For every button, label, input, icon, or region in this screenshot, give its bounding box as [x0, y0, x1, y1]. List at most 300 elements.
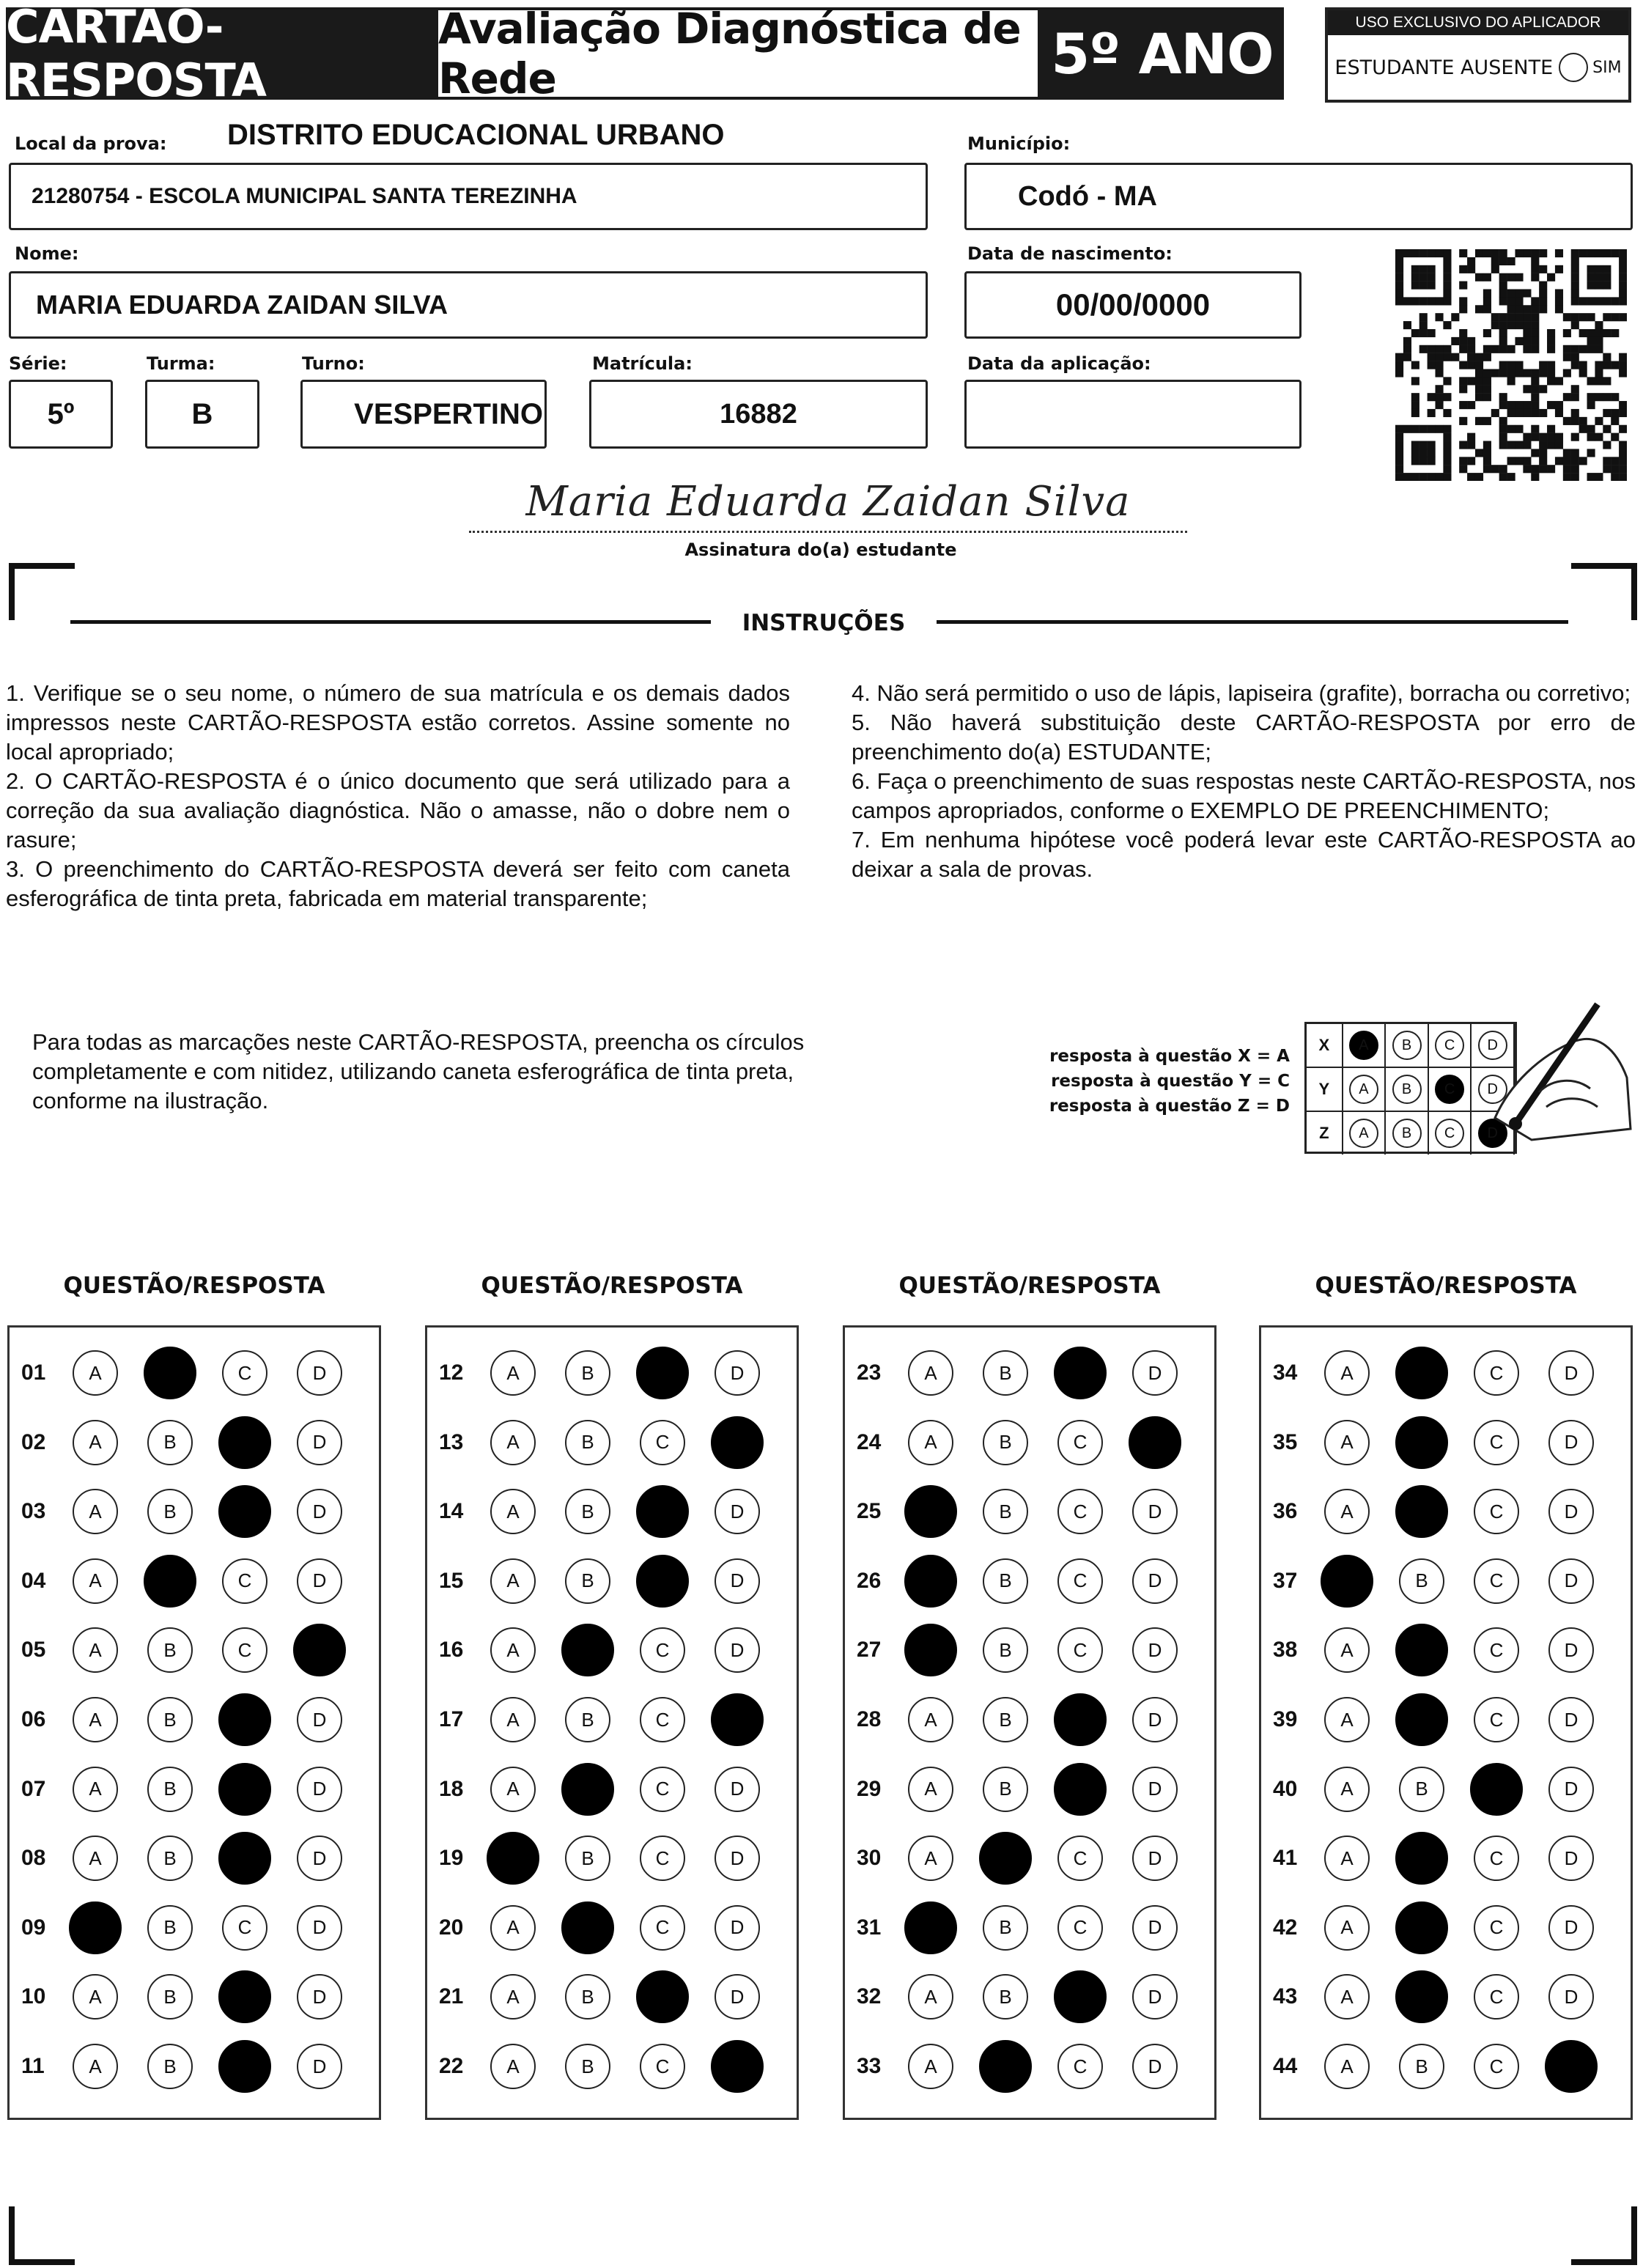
answer-bubble-d[interactable]: D [715, 1350, 760, 1396]
instruction-3: 3. O preenchimento do CARTÃO-RESPOSTA deverá ser feito com caneta esferográfica de tinta preta, fabricada em material transparente; [6, 856, 790, 911]
example-bubble: B [1392, 1075, 1422, 1104]
turma-value: B [191, 397, 213, 430]
answer-bubble-a[interactable]: A [1324, 1489, 1370, 1534]
example-row [1307, 1024, 1515, 1068]
answer-bubble-a[interactable]: A [490, 1627, 536, 1673]
serie-label: Série: [9, 353, 67, 374]
answer-bubble-c[interactable]: C [1474, 1558, 1519, 1604]
question-number: 33 [857, 2054, 882, 2078]
answer-bubble-a-filled[interactable]: A [904, 1901, 957, 1954]
question-number: 43 [1273, 1984, 1298, 2009]
question-number: 36 [1273, 1499, 1298, 1524]
answer-bubble-d[interactable]: D [1132, 2044, 1178, 2089]
answer-bubble-a[interactable]: A [908, 1420, 953, 1465]
school-field [9, 163, 928, 230]
answer-bubble-d[interactable]: D [715, 1974, 760, 2020]
grade-title: 5º ANO [1041, 7, 1284, 100]
answer-bubble-a[interactable]: A [490, 1697, 536, 1742]
answer-bubble-c-filled[interactable]: C [1054, 1347, 1107, 1399]
corner-mark-tl [9, 563, 75, 620]
answer-bubble-a[interactable]: A [73, 1627, 118, 1673]
school-value: 21280754 - ESCOLA MUNICIPAL SANTA TEREZINHA [32, 184, 577, 208]
answer-bubble-b[interactable]: B [147, 2044, 193, 2089]
answer-row [1261, 1962, 1631, 2031]
matricula-label: Matrícula: [592, 353, 693, 374]
answer-bubble-c[interactable]: C [222, 1558, 267, 1604]
instruction-4: 4. Não será permitido o uso de lápis, lapiseira (grafite), borracha ou corretivo; [852, 680, 1631, 706]
answer-bubble-c-filled[interactable]: C [218, 1693, 271, 1746]
answer-bubble-c[interactable]: C [640, 1836, 685, 1881]
answer-bubble-a[interactable]: A [73, 1836, 118, 1881]
answer-bubble-a[interactable]: A [73, 1489, 118, 1534]
answer-row [10, 1339, 379, 1407]
answer-bubble-d[interactable]: D [1548, 1767, 1594, 1812]
answer-bubble-a[interactable]: A [490, 1420, 536, 1465]
answer-bubble-d-filled[interactable]: D [711, 1693, 764, 1746]
answer-bubble-b[interactable]: B [983, 1905, 1028, 1951]
question-number: 15 [439, 1568, 464, 1593]
legend-y: resposta à questão Y = C [1051, 1072, 1290, 1091]
answer-bubble-d[interactable]: D [1132, 1697, 1178, 1742]
question-number: 22 [439, 2054, 464, 2078]
answer-bubble-a[interactable]: A [490, 1489, 536, 1534]
example-bubble: A [1349, 1031, 1378, 1060]
answer-bubble-d[interactable]: D [297, 1558, 342, 1604]
question-number: 19 [439, 1846, 464, 1871]
corner-mark-bl [9, 2206, 75, 2265]
answer-bubble-a[interactable]: A [908, 1350, 953, 1396]
answer-bubble-d-filled[interactable]: D [293, 1624, 346, 1676]
answer-bubble-a[interactable]: A [490, 1558, 536, 1604]
answer-column [7, 1325, 381, 2120]
answer-bubble-a[interactable]: A [490, 1974, 536, 2020]
nome-value: MARIA EDUARDA ZAIDAN SILVA [36, 290, 448, 320]
turno-label: Turno: [302, 353, 365, 374]
answer-bubble-c[interactable]: C [1474, 1489, 1519, 1534]
example-row [1307, 1068, 1515, 1112]
answer-bubble-c[interactable]: C [1474, 1627, 1519, 1673]
answer-bubble-a[interactable]: A [1324, 1905, 1370, 1951]
question-number: 37 [1273, 1568, 1298, 1593]
answer-bubble-d[interactable]: D [1548, 1350, 1594, 1396]
answer-bubble-a-filled[interactable]: A [904, 1555, 957, 1608]
answer-bubble-b[interactable]: B [565, 1974, 610, 2020]
answer-bubble-d[interactable]: D [297, 2044, 342, 2089]
instruction-1: 1. Verifique se o seu nome, o número de sua matrícula e os demais dados impressos neste CARTÃO-RESPOSTA estão corretos. Assine somente no local apropriado; [6, 680, 790, 765]
answer-row [845, 1824, 1214, 1893]
example-bubble: B [1392, 1031, 1422, 1060]
answer-bubble-d[interactable]: D [715, 1489, 760, 1534]
question-number: 26 [857, 1568, 882, 1593]
answer-bubble-a-filled[interactable]: A [904, 1485, 957, 1538]
question-number: 27 [857, 1638, 882, 1663]
answer-bubble-c[interactable]: C [1057, 1905, 1103, 1951]
answer-bubble-a[interactable]: A [1324, 1836, 1370, 1881]
answer-bubble-a[interactable]: A [490, 2044, 536, 2089]
corner-mark-tr [1571, 563, 1637, 620]
answer-bubble-c[interactable]: C [1057, 1489, 1103, 1534]
answer-row [845, 1408, 1214, 1477]
example-legend [1011, 1044, 1290, 1119]
nascimento-field [964, 271, 1302, 339]
instructions-title: INSTRUÇÕES [742, 610, 906, 636]
question-number: 30 [857, 1846, 882, 1871]
absent-radio[interactable] [1559, 53, 1588, 82]
card-title: CARTÃO-RESPOSTA [6, 7, 435, 100]
question-number: 34 [1273, 1361, 1298, 1385]
answer-bubble-d[interactable]: D [1132, 1974, 1178, 2020]
answer-bubble-c-filled[interactable]: C [218, 1832, 271, 1885]
answer-bubble-d-filled[interactable]: D [1545, 2040, 1598, 2093]
signature: Maria Eduarda Zaidan Silva [525, 478, 1131, 526]
corner-mark-br [1571, 2206, 1637, 2265]
applicator-label: USO EXCLUSIVO DO APLICADOR [1328, 10, 1628, 35]
answer-bubble-b[interactable]: B [147, 1974, 193, 2020]
answer-bubble-d[interactable]: D [1548, 1489, 1594, 1534]
answer-row [427, 1755, 797, 1824]
answer-bubble-c[interactable]: C [640, 1420, 685, 1465]
instructions-left [6, 679, 790, 913]
answer-bubble-a[interactable]: A [1324, 1767, 1370, 1812]
answer-row [1261, 1755, 1631, 1824]
answer-bubble-b-filled[interactable]: B [144, 1347, 196, 1399]
answer-bubble-b[interactable]: B [983, 1627, 1028, 1673]
answer-bubble-c-filled[interactable]: C [218, 2040, 271, 2093]
answer-bubble-d[interactable]: D [1132, 1350, 1178, 1396]
answer-bubble-b-filled[interactable]: B [1395, 1347, 1448, 1399]
answer-bubble-c[interactable]: C [640, 2044, 685, 2089]
instructions-rule-left [70, 620, 711, 624]
answer-bubble-b[interactable]: B [983, 1350, 1028, 1396]
answer-bubble-c[interactable]: C [1474, 1974, 1519, 2020]
answer-bubble-d-filled[interactable]: D [711, 2040, 764, 2093]
answer-bubble-c[interactable]: C [1474, 1350, 1519, 1396]
answer-bubble-d[interactable]: D [297, 1420, 342, 1465]
example-row-label: Z [1307, 1112, 1343, 1155]
answer-bubble-b[interactable]: B [565, 1420, 610, 1465]
question-number: 17 [439, 1707, 464, 1731]
answer-bubble-b[interactable]: B [1399, 1767, 1444, 1812]
question-number: 29 [857, 1776, 882, 1801]
answer-bubble-a[interactable]: A [908, 2044, 953, 2089]
answer-column [1259, 1325, 1633, 2120]
signature-label: Assinatura do(a) estudante [684, 540, 957, 560]
answer-bubble-d[interactable]: D [1548, 1627, 1594, 1673]
answer-bubble-b-filled[interactable]: B [1395, 1416, 1448, 1469]
answer-bubble-a[interactable]: A [73, 1767, 118, 1812]
answer-bubble-d[interactable]: D [1548, 1558, 1594, 1604]
answer-bubble-b[interactable]: B [983, 1489, 1028, 1534]
answer-bubble-a[interactable]: A [908, 1697, 953, 1742]
answer-bubble-d[interactable]: D [297, 1767, 342, 1812]
answer-bubble-a[interactable]: A [73, 1558, 118, 1604]
answer-bubble-d[interactable]: D [1132, 1489, 1178, 1534]
answer-bubble-b-filled[interactable]: B [1395, 1485, 1448, 1538]
answer-bubble-a[interactable]: A [73, 1350, 118, 1396]
answer-bubble-a[interactable]: A [1324, 1627, 1370, 1673]
answer-bubble-b-filled[interactable]: B [1395, 1970, 1448, 2023]
answer-bubble-d[interactable]: D [297, 1836, 342, 1881]
answers-heading: QUESTÃO/RESPOSTA [1315, 1273, 1577, 1299]
answer-bubble-b[interactable]: B [565, 1350, 610, 1396]
answer-bubble-b-filled[interactable]: B [1395, 1832, 1448, 1885]
answer-bubble-d[interactable]: D [1132, 1627, 1178, 1673]
answer-row [845, 2032, 1214, 2101]
answer-row [427, 1685, 797, 1754]
question-number: 32 [857, 1984, 882, 2009]
legend-z: resposta à questão Z = D [1049, 1097, 1290, 1116]
serie-field [9, 380, 113, 449]
instruction-2: 2. O CARTÃO-RESPOSTA é o único documento que será utilizado para a correção da sua avaliação diagnóstica. Não o amasse, não o dobre nem o rasure; [6, 768, 790, 853]
answer-bubble-a[interactable]: A [1324, 1974, 1370, 2020]
matricula-field [589, 380, 928, 449]
answer-bubble-b[interactable]: B [1399, 2044, 1444, 2089]
answer-column [425, 1325, 799, 2120]
pen-hand-illustration [1488, 997, 1634, 1144]
answer-bubble-b-filled[interactable]: B [1395, 1901, 1448, 1954]
answer-row [845, 1339, 1214, 1407]
question-number: 24 [857, 1429, 882, 1454]
answer-bubble-a-filled[interactable]: A [487, 1832, 539, 1885]
answer-row [10, 1685, 379, 1754]
answer-bubble-d[interactable]: D [1548, 1836, 1594, 1881]
question-number: 41 [1273, 1846, 1298, 1871]
question-number: 23 [857, 1361, 882, 1385]
answer-bubble-b-filled[interactable]: B [1395, 1624, 1448, 1676]
example-bubble: D [1478, 1031, 1507, 1060]
example-bubble: C [1435, 1075, 1464, 1104]
answer-bubble-a[interactable]: A [490, 1905, 536, 1951]
answer-bubble-c-filled[interactable]: C [636, 1970, 689, 2023]
exam-title: Avaliação Diagnóstica de Rede [435, 7, 1041, 100]
answer-row [845, 1547, 1214, 1616]
answers-heading: QUESTÃO/RESPOSTA [63, 1273, 325, 1299]
answer-bubble-a-filled[interactable]: A [904, 1624, 957, 1676]
answer-bubble-b[interactable]: B [147, 1489, 193, 1534]
instruction-5: 5. Não haverá substituição deste CARTÃO-RESPOSTA por erro de preenchimento do(a) ESTUDANTE; [852, 710, 1636, 765]
nome-field [9, 271, 928, 339]
example-bubble: A [1349, 1075, 1378, 1104]
answer-bubble-a-filled[interactable]: A [1321, 1555, 1373, 1608]
applicator-box [1325, 7, 1631, 103]
answer-bubble-b-filled[interactable]: B [561, 1901, 614, 1954]
answer-bubble-a[interactable]: A [1324, 2044, 1370, 2089]
answer-bubble-c[interactable]: C [640, 1627, 685, 1673]
answer-row [845, 1477, 1214, 1546]
answer-bubble-c[interactable]: C [640, 1697, 685, 1742]
signature-line [469, 531, 1187, 533]
answer-bubble-d[interactable]: D [1548, 1420, 1594, 1465]
answer-row [1261, 1824, 1631, 1893]
answer-row [10, 1962, 379, 2031]
question-number: 03 [21, 1499, 46, 1524]
question-number: 04 [21, 1568, 46, 1593]
answer-bubble-d[interactable]: D [715, 1905, 760, 1951]
answer-row [427, 2032, 797, 2101]
municipio-value: Codó - MA [1018, 180, 1157, 212]
turma-label: Turma: [147, 353, 215, 374]
answer-bubble-c[interactable]: C [640, 1905, 685, 1951]
answer-bubble-c[interactable]: C [222, 1905, 267, 1951]
aplicacao-label: Data da aplicação: [967, 353, 1151, 374]
answer-bubble-b[interactable]: B [565, 1697, 610, 1742]
answer-row [427, 1408, 797, 1477]
answer-bubble-b[interactable]: B [147, 1836, 193, 1881]
serie-value: 5º [47, 397, 75, 430]
answer-bubble-b[interactable]: B [147, 1767, 193, 1812]
answer-bubble-c[interactable]: C [1057, 1836, 1103, 1881]
answer-bubble-c[interactable]: C [222, 1627, 267, 1673]
district-name: DISTRITO EDUCACIONAL URBANO [227, 119, 725, 151]
answer-bubble-d-filled[interactable]: D [711, 1416, 764, 1469]
answer-bubble-b[interactable]: B [983, 1558, 1028, 1604]
answer-bubble-a[interactable]: A [490, 1767, 536, 1812]
answer-bubble-b[interactable]: B [983, 1420, 1028, 1465]
answer-bubble-d[interactable]: D [297, 1350, 342, 1396]
answer-row [10, 1408, 379, 1477]
answer-bubble-c[interactable]: C [1057, 1558, 1103, 1604]
answer-bubble-d[interactable]: D [1548, 1697, 1594, 1742]
answer-bubble-b-filled[interactable]: B [561, 1624, 614, 1676]
turno-value: VESPERTINO [354, 397, 543, 430]
answer-bubble-d[interactable]: D [297, 1697, 342, 1742]
answer-bubble-a[interactable]: A [1324, 1350, 1370, 1396]
answer-bubble-b-filled[interactable]: B [561, 1763, 614, 1816]
instructions-rule-right [937, 620, 1568, 624]
question-number: 14 [439, 1499, 464, 1524]
answer-bubble-d[interactable]: D [297, 1905, 342, 1951]
answer-bubble-c-filled[interactable]: C [1054, 1763, 1107, 1816]
answer-row [1261, 1616, 1631, 1685]
answer-bubble-c-filled[interactable]: C [1470, 1763, 1523, 1816]
answer-bubble-a[interactable]: A [490, 1350, 536, 1396]
answer-bubble-c[interactable]: C [640, 1767, 685, 1812]
answer-bubble-c-filled[interactable]: C [1054, 1693, 1107, 1746]
answer-bubble-b[interactable]: B [565, 2044, 610, 2089]
answer-row [1261, 1477, 1631, 1546]
question-number: 10 [21, 1984, 46, 2009]
answer-bubble-d[interactable]: D [297, 1974, 342, 2020]
question-number: 31 [857, 1915, 882, 1940]
question-number: 40 [1273, 1776, 1298, 1801]
question-number: 13 [439, 1429, 464, 1454]
question-number: 05 [21, 1638, 46, 1663]
answer-bubble-a[interactable]: A [73, 1697, 118, 1742]
answer-row [427, 1616, 797, 1685]
answer-bubble-b-filled[interactable]: B [1395, 1693, 1448, 1746]
question-number: 12 [439, 1361, 464, 1385]
turma-field [145, 380, 259, 449]
answer-bubble-d-filled[interactable]: D [1129, 1416, 1181, 1469]
answer-bubble-c[interactable]: C [1474, 1836, 1519, 1881]
answer-bubble-c[interactable]: C [1474, 1905, 1519, 1951]
answer-bubble-a[interactable]: A [1324, 1697, 1370, 1742]
answer-row [1261, 1685, 1631, 1754]
answer-bubble-c[interactable]: C [1474, 1697, 1519, 1742]
answer-bubble-a-filled[interactable]: A [69, 1901, 122, 1954]
question-number: 11 [21, 2054, 45, 2078]
answer-bubble-b[interactable]: B [983, 1767, 1028, 1812]
answer-bubble-d[interactable]: D [1132, 1905, 1178, 1951]
answer-bubble-c[interactable]: C [1474, 1420, 1519, 1465]
answer-bubble-a[interactable]: A [73, 1420, 118, 1465]
instruction-7: 7. Em nenhuma hipótese você poderá levar este CARTÃO-RESPOSTA ao deixar a sala de provas. [852, 827, 1636, 882]
question-number: 06 [21, 1707, 46, 1731]
nome-label: Nome: [15, 243, 79, 264]
answer-bubble-a[interactable]: A [908, 1767, 953, 1812]
answer-bubble-d[interactable]: D [1548, 1905, 1594, 1951]
answer-bubble-d[interactable]: D [1548, 1974, 1594, 2020]
answer-row [10, 1893, 379, 1962]
answer-bubble-d[interactable]: D [715, 1627, 760, 1673]
answer-bubble-c[interactable]: C [1057, 1420, 1103, 1465]
answer-bubble-d[interactable]: D [1132, 1558, 1178, 1604]
question-number: 28 [857, 1707, 882, 1731]
aplicacao-field[interactable] [964, 380, 1302, 449]
municipio-field [964, 163, 1633, 230]
answer-bubble-b[interactable]: B [147, 1697, 193, 1742]
answer-bubble-c-filled[interactable]: C [636, 1555, 689, 1608]
example-bubble: D [1478, 1119, 1507, 1148]
answer-bubble-c-filled[interactable]: C [218, 1763, 271, 1816]
answer-bubble-c[interactable]: C [1057, 1627, 1103, 1673]
answer-bubble-c-filled[interactable]: C [218, 1416, 271, 1469]
answer-bubble-a[interactable]: A [1324, 1420, 1370, 1465]
answer-bubble-b-filled[interactable]: B [979, 1832, 1032, 1885]
answer-bubble-c-filled[interactable]: C [636, 1485, 689, 1538]
answer-bubble-b[interactable]: B [565, 1558, 610, 1604]
answer-bubble-c[interactable]: C [1057, 2044, 1103, 2089]
answer-bubble-b-filled[interactable]: B [144, 1555, 196, 1608]
answer-bubble-a[interactable]: A [908, 1974, 953, 2020]
answer-bubble-a[interactable]: A [73, 2044, 118, 2089]
answer-bubble-b[interactable]: B [1399, 1558, 1444, 1604]
answer-bubble-c-filled[interactable]: C [218, 1970, 271, 2023]
absent-option-label: SIM [1592, 58, 1622, 77]
answer-bubble-c[interactable]: C [222, 1350, 267, 1396]
answer-bubble-c-filled[interactable]: C [218, 1485, 271, 1538]
answer-row [427, 1339, 797, 1407]
answer-row [1261, 1339, 1631, 1407]
answer-bubble-c-filled[interactable]: C [636, 1347, 689, 1399]
answer-bubble-b[interactable]: B [983, 1974, 1028, 2020]
answer-bubble-d[interactable]: D [715, 1558, 760, 1604]
instructions-right [852, 679, 1636, 884]
answer-bubble-b[interactable]: B [147, 1420, 193, 1465]
answer-bubble-b[interactable]: B [147, 1627, 193, 1673]
answer-bubble-b[interactable]: B [147, 1905, 193, 1951]
answer-bubble-b[interactable]: B [565, 1489, 610, 1534]
answer-bubble-d[interactable]: D [1132, 1767, 1178, 1812]
answer-row [427, 1893, 797, 1962]
answer-bubble-d[interactable]: D [715, 1767, 760, 1812]
answer-bubble-a[interactable]: A [908, 1836, 953, 1881]
answer-bubble-d[interactable]: D [1132, 1836, 1178, 1881]
answer-bubble-a[interactable]: A [73, 1974, 118, 2020]
answer-bubble-b[interactable]: B [983, 1697, 1028, 1742]
answer-bubble-d[interactable]: D [715, 1836, 760, 1881]
answer-row [10, 2032, 379, 2101]
answer-bubble-b-filled[interactable]: B [979, 2040, 1032, 2093]
question-number: 09 [21, 1915, 46, 1940]
answer-bubble-c-filled[interactable]: C [1054, 1970, 1107, 2023]
example-row-label: Y [1307, 1068, 1343, 1111]
answer-bubble-c[interactable]: C [1474, 2044, 1519, 2089]
answer-bubble-d[interactable]: D [297, 1489, 342, 1534]
question-number: 01 [21, 1361, 46, 1385]
answer-bubble-b[interactable]: B [565, 1836, 610, 1881]
answer-row [845, 1616, 1214, 1685]
